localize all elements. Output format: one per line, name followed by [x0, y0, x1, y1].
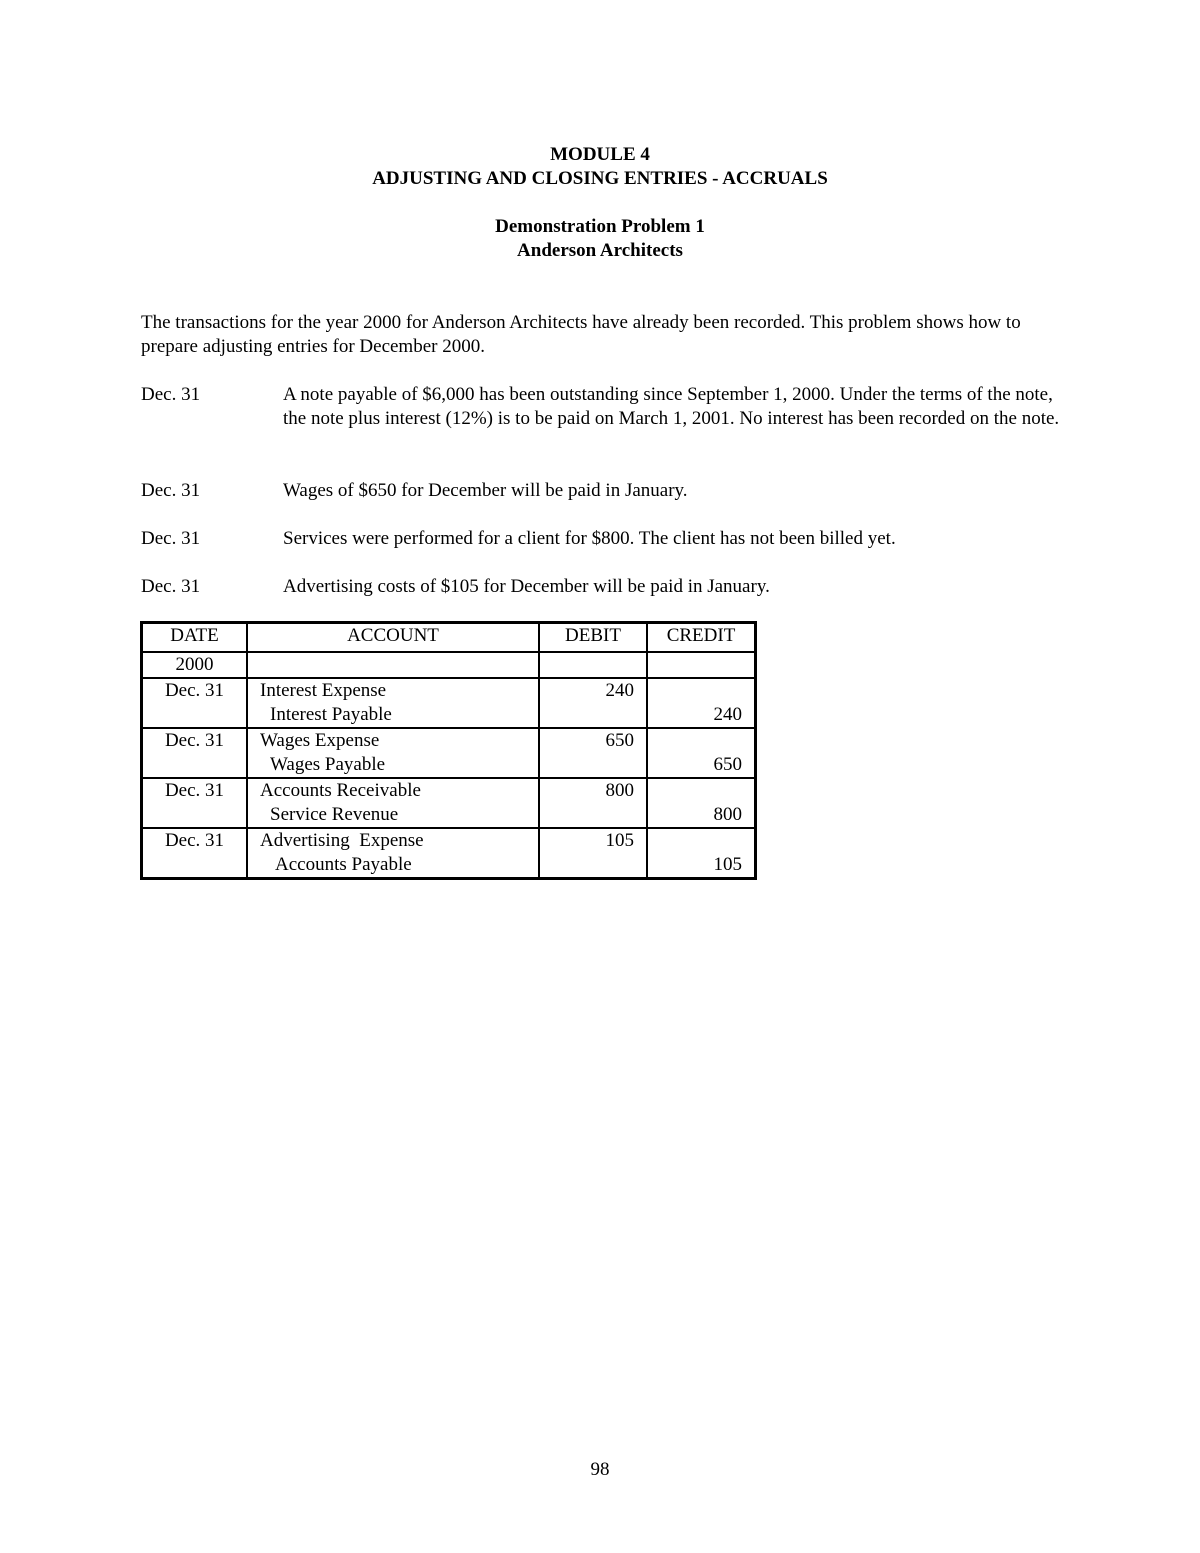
- entry-accounts: [247, 778, 539, 828]
- entry-accounts: [247, 828, 539, 879]
- company-name: Anderson Architects: [517, 240, 683, 261]
- empty-cell: [647, 652, 756, 678]
- table-row: [142, 678, 756, 728]
- credit-account: Wages Payable: [270, 754, 386, 775]
- entry-accounts: [247, 728, 539, 778]
- transaction-text: Advertising costs of $105 for December will be paid in January.: [283, 576, 770, 597]
- entry-credit: [647, 678, 756, 728]
- credit-account: Interest Payable: [270, 704, 392, 725]
- entry-credit: [647, 778, 756, 828]
- entry-debit: [539, 828, 647, 879]
- debit-amount: 800: [605, 780, 634, 801]
- debit-account: Accounts Receivable: [260, 780, 421, 801]
- credit-amount: 105: [713, 854, 742, 875]
- column-header-credit: CREDIT: [647, 623, 756, 653]
- entry-debit: [539, 778, 647, 828]
- transaction-text: Services were performed for a client for $800. The client has not been billed yet.: [283, 528, 896, 549]
- transaction-date: Dec. 31: [141, 480, 201, 501]
- empty-cell: [539, 652, 647, 678]
- transaction-date: Dec. 31: [141, 384, 201, 405]
- credit-account: Accounts Payable: [275, 854, 412, 875]
- debit-account: Interest Expense: [260, 680, 387, 701]
- debit-account: Wages Expense: [260, 730, 380, 751]
- entry-date: Dec. 31: [142, 678, 248, 728]
- table-row: [142, 828, 756, 879]
- entry-credit: [647, 728, 756, 778]
- column-header-debit: DEBIT: [539, 623, 647, 653]
- column-header-account: ACCOUNT: [247, 623, 539, 653]
- credit-amount: 650: [713, 754, 742, 775]
- credit-amount: 800: [713, 804, 742, 825]
- table-row: [142, 728, 756, 778]
- entry-date: Dec. 31: [142, 728, 248, 778]
- transaction-date: Dec. 31: [141, 528, 201, 549]
- page-number: 98: [590, 1459, 610, 1480]
- debit-amount: 650: [605, 730, 634, 751]
- year-cell: 2000: [142, 652, 248, 678]
- table-row: [142, 778, 756, 828]
- intro-paragraph: The transactions for the year 2000 for Anderson Architects have already been recorded. This problem shows how to prepare adjusting entries for December 2000.: [141, 312, 1021, 357]
- entry-debit: [539, 728, 647, 778]
- column-header-date: DATE: [142, 623, 248, 653]
- module-heading: MODULE 4: [550, 144, 650, 165]
- module-subtitle: ADJUSTING AND CLOSING ENTRIES - ACCRUALS: [372, 168, 828, 189]
- table-row-year: [142, 652, 756, 678]
- debit-amount: 105: [605, 830, 634, 851]
- debit-account: Advertising Expense: [260, 830, 424, 851]
- entry-accounts: [247, 678, 539, 728]
- credit-account: Service Revenue: [270, 804, 399, 825]
- problem-title: Demonstration Problem 1: [495, 216, 705, 237]
- entry-debit: [539, 678, 647, 728]
- transaction-date: Dec. 31: [141, 576, 201, 597]
- entry-date: Dec. 31: [142, 778, 248, 828]
- debit-amount: 240: [605, 680, 634, 701]
- journal-table: [140, 621, 757, 880]
- table-header-row: [142, 623, 756, 653]
- transaction-text: Wages of $650 for December will be paid in January.: [283, 480, 688, 501]
- entry-date: Dec. 31: [142, 828, 248, 879]
- transaction-text: A note payable of $6,000 has been outstanding since September 1, 2000. Under the terms of the note, the note plus interest (12%) is to be paid on March 1, 2001. No interest has been recorded on the note.: [283, 384, 1060, 429]
- empty-cell: [247, 652, 539, 678]
- entry-credit: [647, 828, 756, 879]
- credit-amount: 240: [713, 704, 742, 725]
